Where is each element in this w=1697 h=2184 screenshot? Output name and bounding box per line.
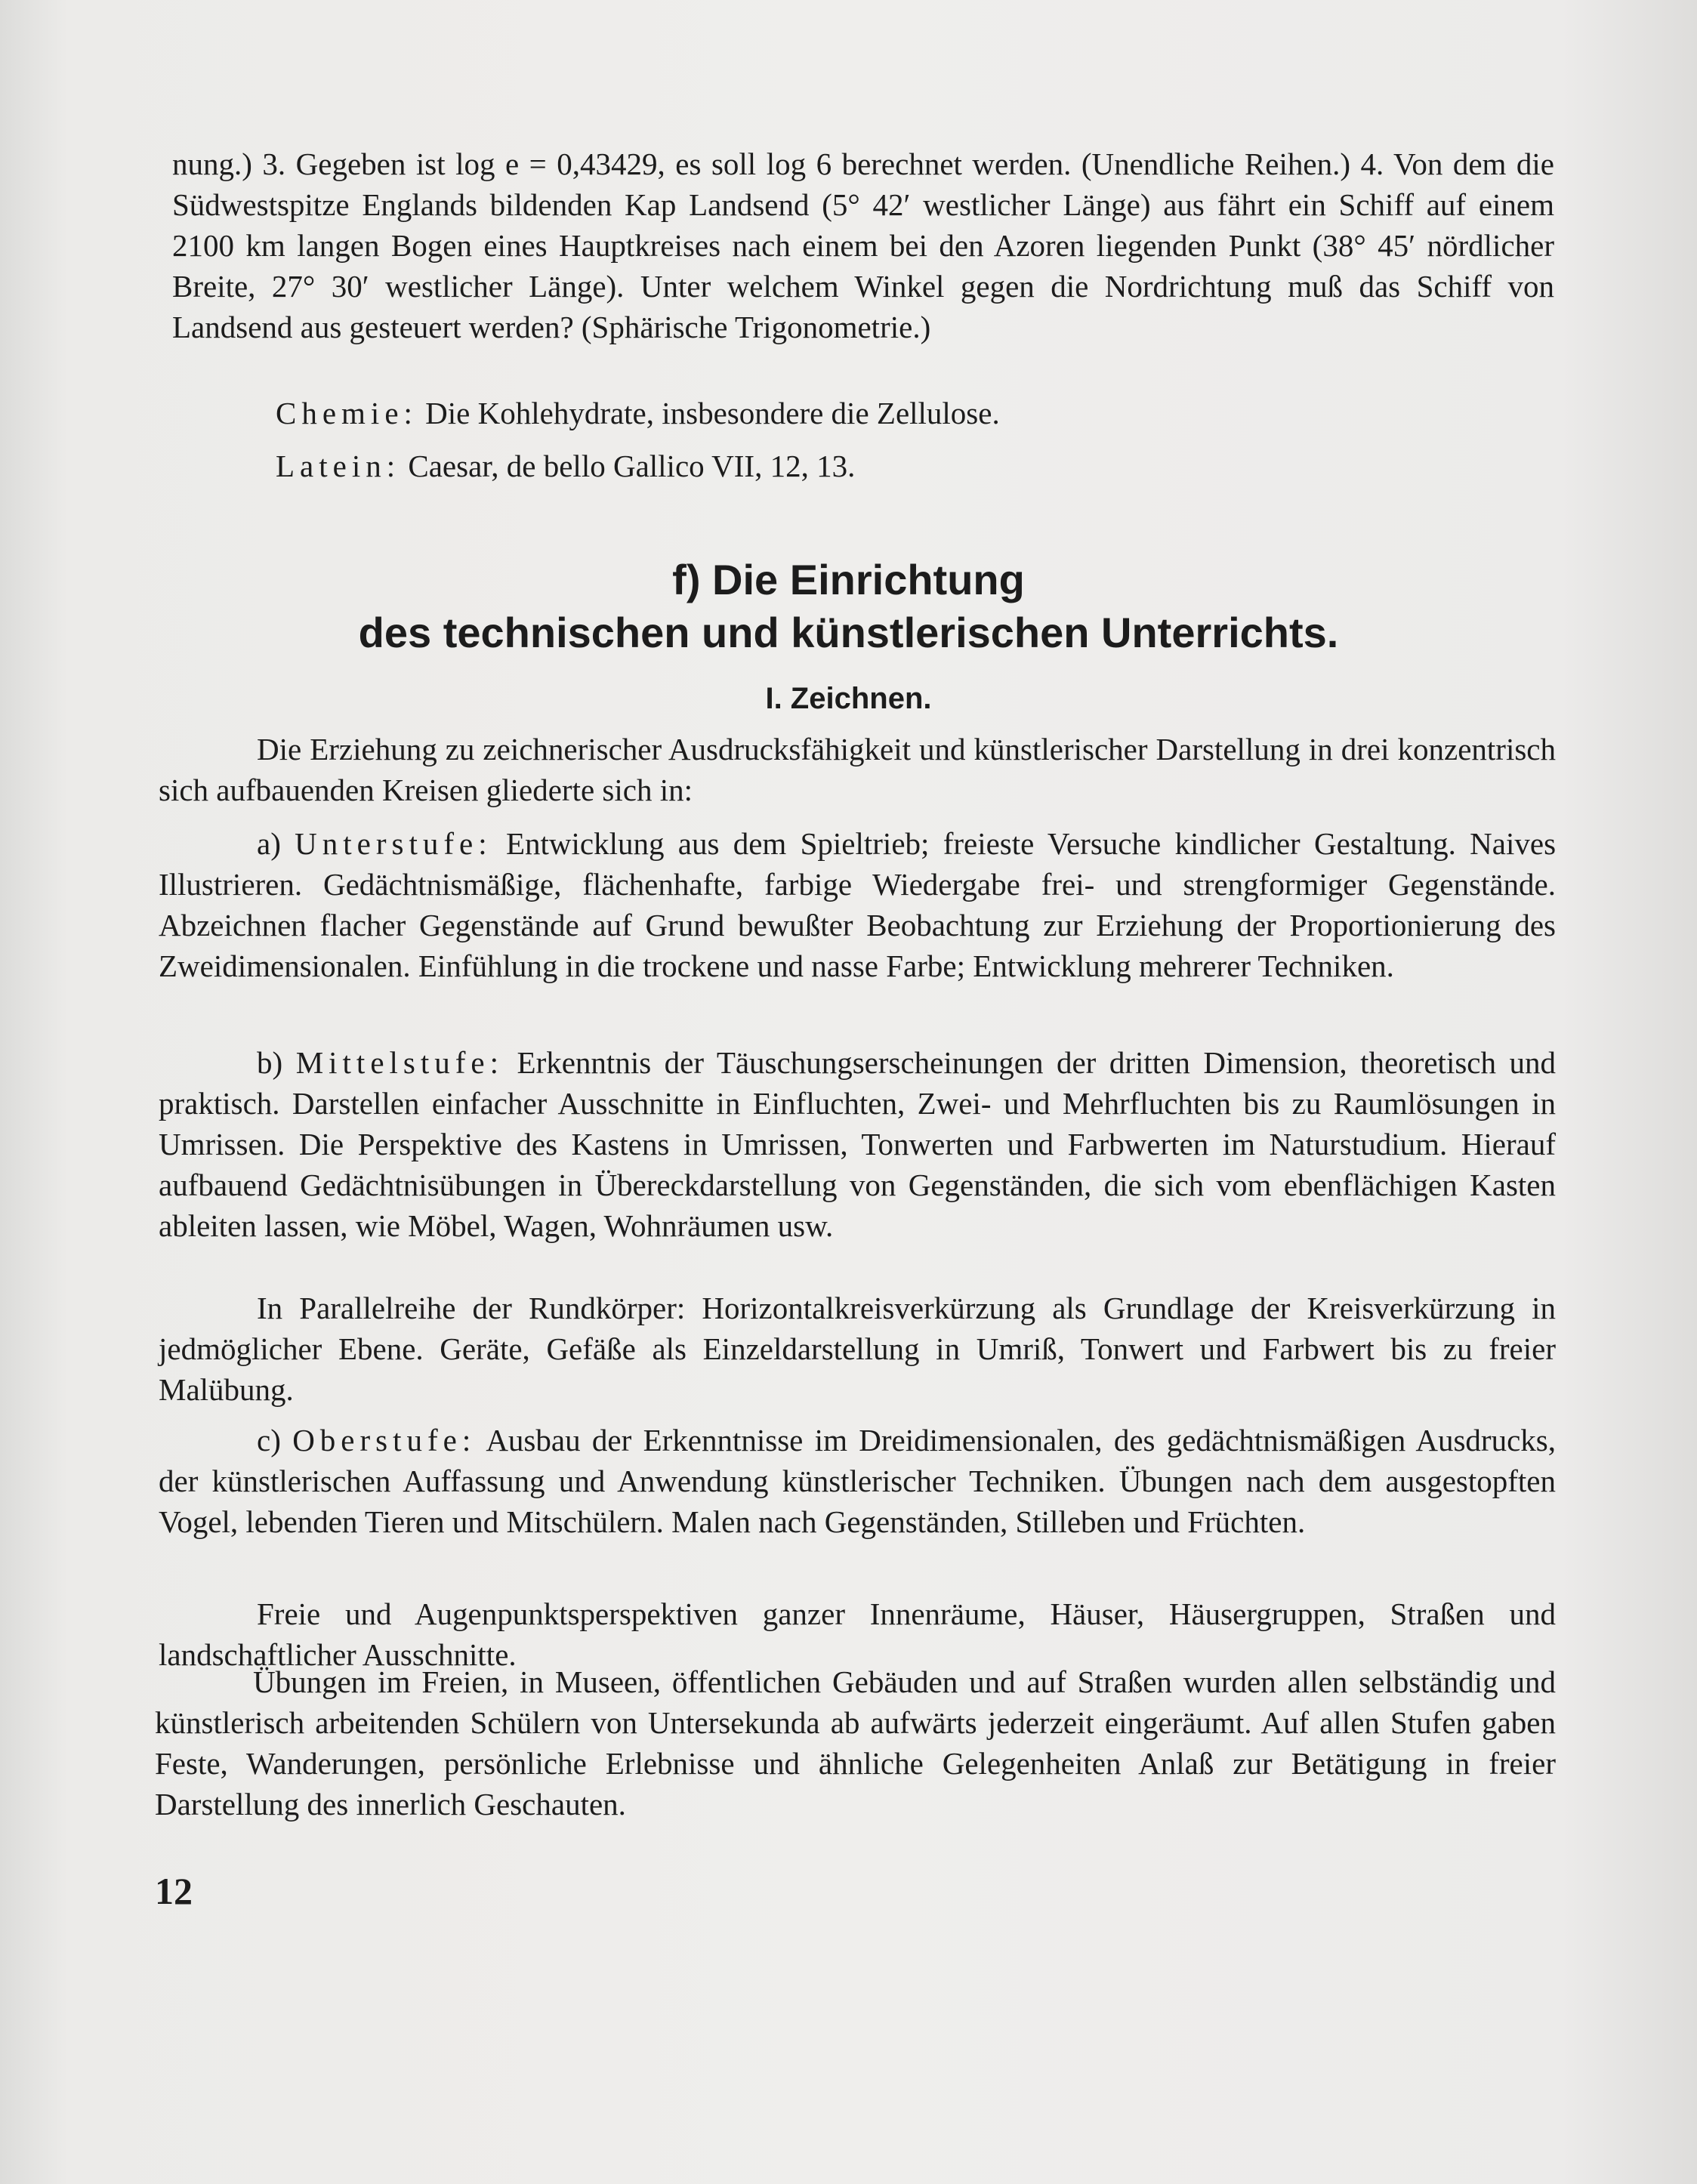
parallel-paragraph: In Parallelreihe der Rundkörper: Horizontalkreisverkürzung als Grundlage der Kreisverkürzung in jedmöglicher Ebene. Geräte, Gefäße als Einzeldarstellung in Umriß, Tonwert und Farbwert bis zu freier Malübung. [159,1291,1556,1407]
intro-paragraph: Die Erziehung zu zeichnerischer Ausdrucksfähigkeit und künstlerischer Darstellung in drei konzentrisch sich aufbauenden Kreisen gliederte sich in: [159,732,1556,807]
heading-line-1: f) Die Einrichtung [672,556,1025,603]
latein-line [276,446,1560,486]
oberstufe-paragraph [159,1420,1556,1542]
mittelstufe-paragraph [159,1042,1556,1246]
freie-paragraph: Freie und Augenpunktsperspektiven ganzer Innenräume, Häuser, Häusergruppen, Straßen und landschaftlicher Ausschnitte. [159,1596,1556,1672]
mittelstufe-text: Erkenntnis der Täuschungserscheinungen der dritten Dimension, theoretisch und praktisch. Darstellen einfacher Ausschnitte in Einfluchten, Zwei- und Mehrfluchten bis zu Raumlösungen in Umrissen. Die Perspektive des Kastens in Umrissen, Tonwerten und Farbwerten im Naturstudium. Hierauf aufbauend Gedächtnisübungen in Übereckdarstellung von Gegenständen, die sich vom ebenflächigen Kasten ableiten lassen, wie Möbel, Wagen, Wohnräumen usw. [159,1045,1557,1243]
chemie-label: Chemie: [276,396,418,430]
oberstufe-prefix: c) [257,1423,281,1458]
mittelstufe-prefix: b) [257,1045,283,1080]
oberstufe-text: Ausbau der Erkenntnisse im Dreidimensionalen, des gedächtnismäßigen Ausdrucks, der künstlerischen Auffassung und Anwendung künstlerischer Techniken. Übungen nach dem ausgestopften Vogel, lebenden Tieren und Mitschülern. Malen nach Gegenständen, Stilleben und Früchten. [159,1423,1556,1539]
latein-label: Latein: [276,449,401,483]
latein-text: Caesar, de bello Gallico VII, 12, 13. [408,449,856,483]
freien-paragraph: Übungen im Freien, in Museen, öffentlichen Gebäuden und auf Straßen wurden allen selbständig und künstlerisch arbeitenden Schülern von Untersekunda ab aufwärts jederzeit eingeräumt. Auf allen Stufen gaben Feste, Wanderungen, persönliche Erlebnisse und ähnliche Gelegenheiten Anlaß zur Betätigung in freier Darstellung des innerlich Geschauten. [155,1664,1556,1822]
chemie-text: Die Kohlehydrate, insbesondere die Zellulose. [425,396,1000,430]
unterstufe-prefix: a) [257,826,281,861]
continued-paragraph: nung.) 3. Gegeben ist log e = 0,43429, es soll log 6 berechnet werden. (Unendliche Reihen.) 4. Von dem die Südwestspitze Englands bildenden Kap Landsend (5° 42′ westlicher Länge) aus fährt ein Schiff auf einem 2100 km langen Bogen eines Hauptkreises nach einem bei den Azoren liegenden Punkt (38° 45′ nördlicher Breite, 27° 30′ westlicher Länge). Unter welchem Winkel gegen die Nordrichtung muß das Schiff von Landsend aus gesteuert werden? (Sphärische Trigonometrie.) [172,147,1554,344]
chemie-line [276,393,1560,433]
page-number: 12 [155,1870,193,1912]
unterstufe-label: Unterstufe: [295,826,492,861]
mittelstufe-label: Mittelstufe: [295,1045,504,1080]
section-title: I. Zeichnen. [765,682,932,715]
heading-line-2: des technischen und künstlerischen Unterrichts. [358,609,1339,656]
unterstufe-paragraph [159,823,1556,986]
unterstufe-text: Entwicklung aus dem Spieltrieb; freieste Versuche kindlicher Gestaltung. Naives Illustrieren. Gedächtnismäßige, flächenhafte, farbige Wiedergabe frei- und strengformiger Gegenstände. Abzeichnen flacher Gegenstände auf Grund bewußter Beobachtung zur Erziehung der Proportionierung des Zweidimensionalen. Einfühlung in die trockene und nasse Farbe; Entwicklung mehrerer Techniken. [159,826,1557,983]
oberstufe-label: Oberstufe: [292,1423,477,1458]
